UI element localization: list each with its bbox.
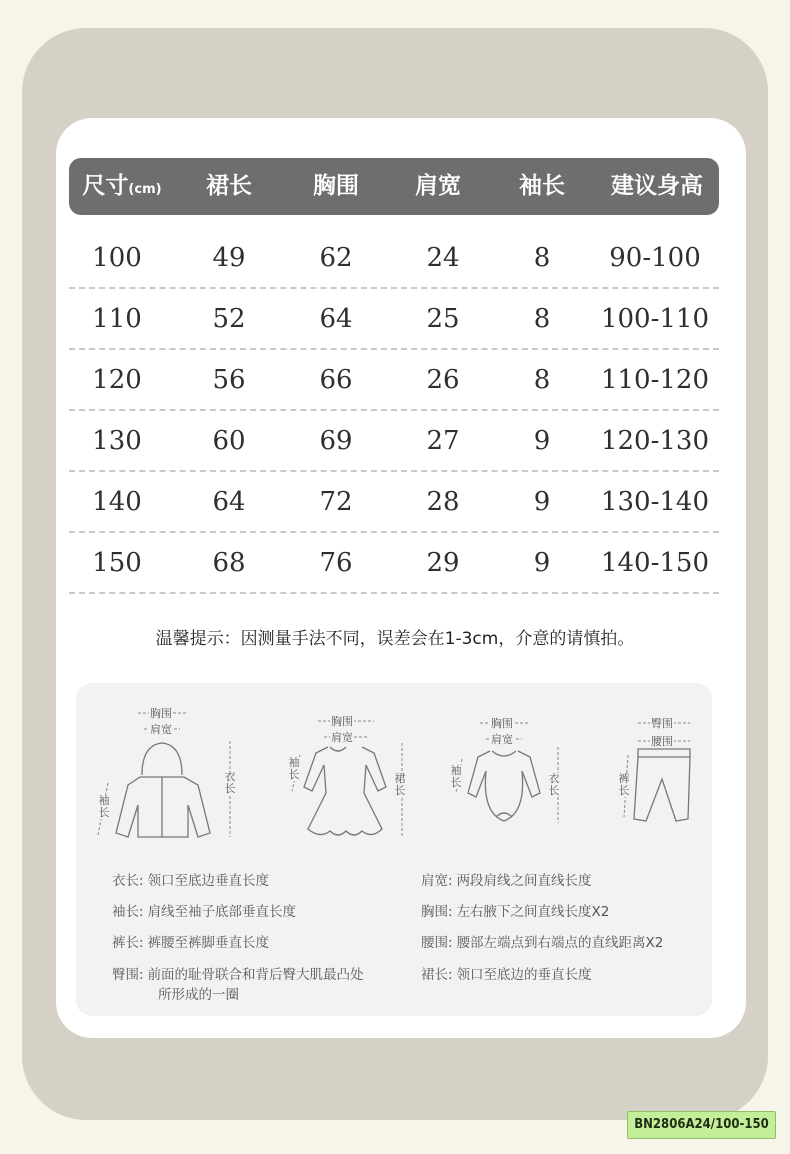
cell-chest: 64	[319, 304, 353, 334]
desc-item: 胸围: 左右腋下之间直线长度X2	[421, 904, 610, 920]
cell-dress-length: 64	[212, 487, 246, 517]
cell-shoulder: 28	[426, 487, 460, 517]
cell-size: 120	[92, 365, 142, 395]
cell-dress-length: 68	[212, 548, 246, 578]
cell-height: 100-110	[600, 304, 710, 334]
cell-height: 130-140	[600, 487, 710, 517]
header-shoulder: 肩宽	[415, 173, 461, 199]
header-height: 建议身高	[611, 173, 703, 199]
cell-sleeve: 8	[533, 365, 551, 395]
cell-shoulder: 26	[426, 365, 460, 395]
pants-figure	[604, 709, 704, 839]
label-length: 衣长	[548, 772, 560, 797]
header-sleeve: 袖长	[519, 173, 565, 199]
label-shoulder: 肩宽	[491, 733, 513, 746]
cell-shoulder: 29	[426, 548, 460, 578]
cell-height: 110-120	[600, 365, 710, 395]
cell-height: 120-130	[600, 426, 710, 456]
cell-dress-length: 52	[212, 304, 246, 334]
dress-figure	[286, 713, 406, 843]
cell-chest: 76	[319, 548, 353, 578]
label-shoulder: 肩宽	[331, 731, 353, 744]
cell-sleeve: 8	[533, 304, 551, 334]
label-chest: 胸围	[491, 717, 513, 730]
cell-chest: 62	[319, 243, 353, 273]
cell-size: 140	[92, 487, 142, 517]
desc-item: 裙长: 领口至底边的垂直长度	[421, 967, 592, 983]
header-chest: 胸围	[313, 173, 359, 199]
cell-sleeve: 9	[533, 548, 551, 578]
label-shoulder: 肩宽	[150, 723, 172, 736]
measurement-tip: 温馨提示：因测量手法不同，误差会在1-3cm，介意的请慎拍。	[155, 629, 635, 649]
row-separator	[69, 592, 719, 594]
label-length: 裤长	[618, 772, 630, 797]
product-code-badge: BN2806A24/100-150	[627, 1111, 776, 1139]
cell-size: 100	[92, 243, 142, 273]
label-hip: 臀围	[651, 717, 673, 730]
cell-chest: 66	[319, 365, 353, 395]
desc-item: 腰围: 腰部左端点到右端点的直线距离X2	[421, 935, 664, 951]
cell-shoulder: 25	[426, 304, 460, 334]
label-length: 裙长	[394, 772, 406, 797]
measurement-guide	[76, 683, 712, 1016]
romper-figure	[446, 717, 566, 837]
cell-chest: 72	[319, 487, 353, 517]
label-sleeve: 袖长	[98, 794, 110, 819]
cell-sleeve: 8	[533, 243, 551, 273]
cell-dress-length: 56	[212, 365, 246, 395]
label-sleeve: 袖长	[288, 756, 300, 781]
cell-size: 110	[92, 304, 142, 334]
header-dress-length: 裙长	[206, 173, 252, 199]
cell-dress-length: 60	[212, 426, 246, 456]
label-chest: 胸围	[331, 715, 353, 728]
cell-sleeve: 9	[533, 426, 551, 456]
cell-shoulder: 24	[426, 243, 460, 273]
table-row	[69, 228, 719, 289]
cell-size: 150	[92, 548, 142, 578]
jacket-figure	[94, 705, 234, 845]
desc-item: 臀围: 前面的耻骨联合和背后臀大肌最凸处 所形成的一圈	[112, 967, 364, 1003]
cell-height: 90-100	[609, 243, 701, 273]
table-row	[69, 533, 719, 594]
cell-height: 140-150	[600, 548, 710, 578]
header-size: 尺寸(cm)	[82, 173, 162, 199]
label-chest: 胸围	[150, 707, 172, 720]
cell-dress-length: 49	[212, 243, 246, 273]
table-row	[69, 411, 719, 472]
table-row	[69, 289, 719, 350]
label-sleeve: 袖长	[450, 764, 462, 789]
cell-chest: 69	[319, 426, 353, 456]
cell-size: 130	[92, 426, 142, 456]
desc-item: 袖长: 肩线至袖子底部垂直长度	[112, 904, 297, 920]
desc-item: 衣长: 领口至底边垂直长度	[112, 873, 270, 889]
cell-sleeve: 9	[533, 487, 551, 517]
cell-shoulder: 27	[426, 426, 460, 456]
desc-item: 肩宽: 两段肩线之间直线长度	[421, 873, 592, 889]
table-row	[69, 350, 719, 411]
label-waist: 腰围	[651, 735, 673, 748]
desc-item: 裤长: 裤腰至裤脚垂直长度	[112, 935, 270, 951]
label-length: 衣长	[224, 770, 236, 795]
table-row	[69, 472, 719, 533]
